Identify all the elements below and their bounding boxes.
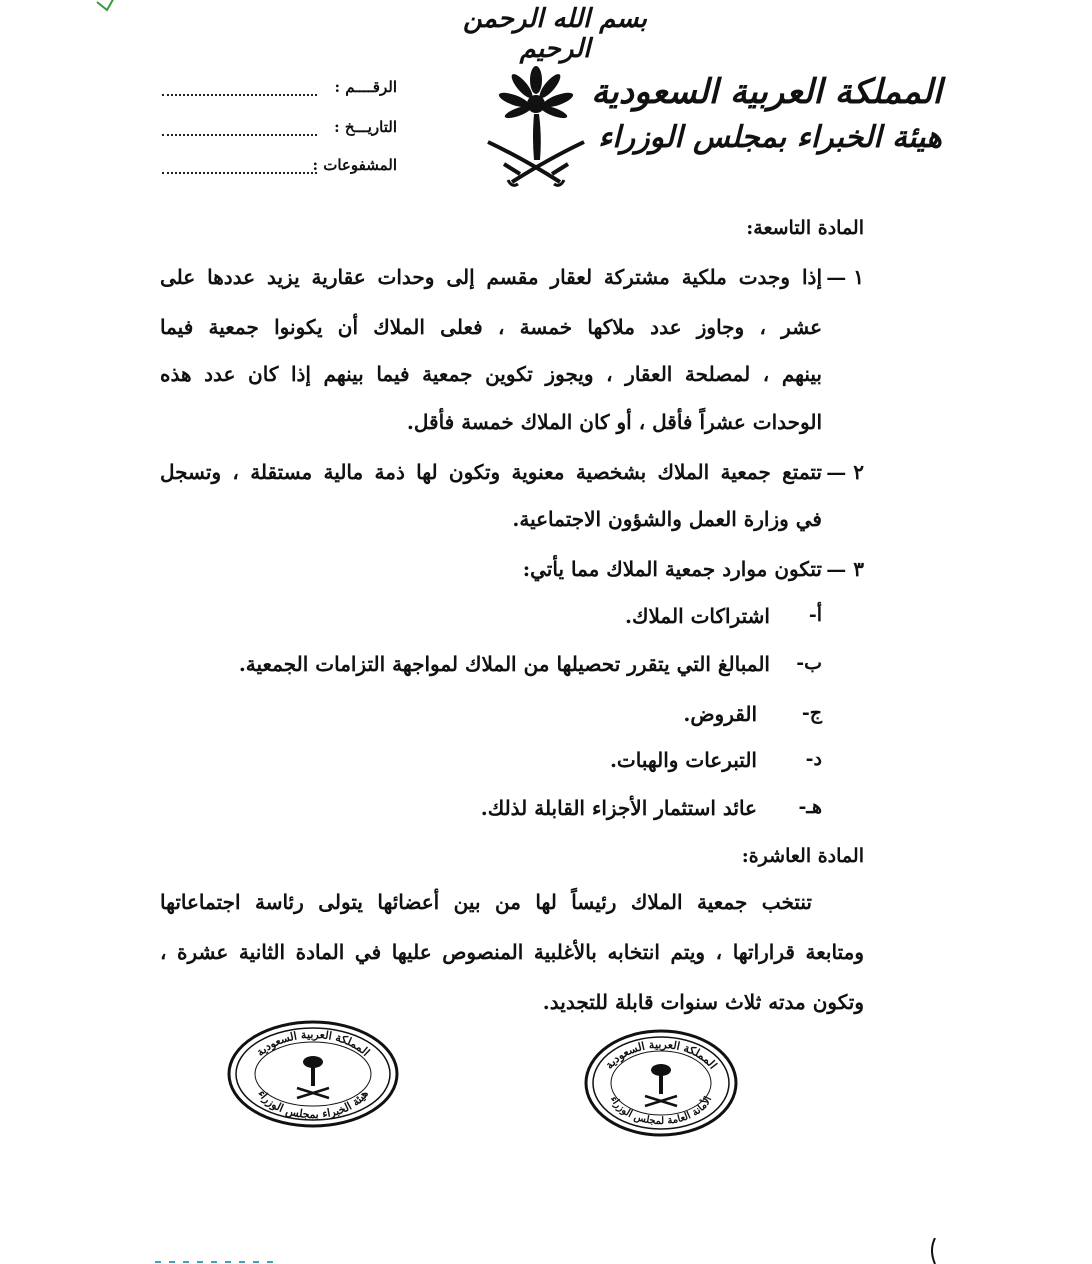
seal-experts-commission bbox=[225, 1018, 401, 1130]
meta-date bbox=[167, 118, 397, 148]
paragraph-line: في وزارة العمل والشؤون الاجتماعية. bbox=[512, 507, 822, 531]
paragraph-number: ٣ — bbox=[826, 557, 864, 581]
seal-right-top-text: المملكة العربية السعودية bbox=[602, 1037, 720, 1072]
paragraph-line: تتمتع جمعية الملاك بشخصية معنوية وتكون لها ذمة مالية مستقلة ، وتسجل bbox=[160, 460, 822, 484]
seal-right-bottom-text: الأمانة العامة لمجلس الوزراء bbox=[607, 1094, 715, 1128]
list-item-letter: د- bbox=[805, 748, 822, 770]
list-item-letter: ب- bbox=[796, 652, 822, 674]
paragraph-line: بينهم ، لمصلحة العقار ، ويجوز تكوين جمعية فيما بينهم إذا كان عدد هذه bbox=[160, 362, 822, 386]
paragraph-line: تنتخب جمعية الملاك رئيساً لها من بين أعضائها يتولى رئاسة اجتماعاتها bbox=[160, 890, 812, 914]
list-item-text: المبالغ التي يتقرر تحصيلها من الملاك لمواجهة التزامات الجمعية. bbox=[238, 652, 770, 676]
meta-number-field bbox=[162, 78, 317, 96]
article-9-title: المادة التاسعة: bbox=[746, 217, 864, 239]
seal-left-top-text: المملكة العربية السعودية bbox=[253, 1027, 373, 1059]
seal-emblem-icon bbox=[297, 1056, 329, 1098]
org-name: المملكة العربية السعودية bbox=[591, 72, 942, 112]
paragraph-line: عشر ، وجاوز عدد ملاكها خمسة ، فعلى الملاك أن يكونوا جمعية فيما bbox=[160, 315, 822, 339]
margin-bracket-mark bbox=[925, 1238, 939, 1264]
paragraph-line: إذا وجدت ملكية مشتركة لعقار مقسم إلى وحدات عقارية يزيد عددها على bbox=[160, 265, 822, 289]
paragraph-line: الوحدات عشراً فأقل ، أو كان الملاك خمسة فأقل. bbox=[406, 410, 822, 434]
list-item-text: عائد استثمار الأجزاء القابلة لذلك. bbox=[480, 796, 757, 820]
org-subname: هيئة الخبراء بمجلس الوزراء bbox=[598, 120, 942, 155]
meta-date-label: التاريـــخ : bbox=[334, 118, 397, 136]
meta-date-field bbox=[162, 118, 317, 136]
seal-council-secretariat bbox=[583, 1028, 739, 1138]
seal-left-bottom-text: هيئة الخبراء بمجلس الوزراء bbox=[255, 1087, 371, 1122]
seal-emblem-icon bbox=[645, 1064, 677, 1106]
list-item-letter: هـ- bbox=[798, 796, 822, 818]
meta-attachments-label: المشفوعات : bbox=[312, 156, 397, 174]
meta-number-label: الرقــــم : bbox=[334, 78, 397, 96]
page-footer-mark bbox=[155, 1256, 275, 1264]
paragraph-number: ٢ — bbox=[826, 460, 864, 484]
basmala: بسم الله الرحمن الرحيم bbox=[463, 4, 647, 64]
saudi-emblem-icon bbox=[482, 62, 590, 190]
paragraph-line: ومتابعة قراراتها ، ويتم انتخابه بالأغلبية المنصوص عليها في المادة الثانية عشرة ، bbox=[160, 940, 864, 964]
svg-text:المملكة العربية السعودية bbox=[254, 1028, 372, 1059]
paragraph-intro: تتكون موارد جمعية الملاك مما يأتي: bbox=[522, 557, 822, 581]
meta-attachments-field bbox=[162, 156, 317, 174]
article-10-title: المادة العاشرة: bbox=[741, 845, 864, 867]
meta-attachments bbox=[167, 156, 397, 186]
list-item-text: اشتراكات الملاك. bbox=[625, 604, 770, 628]
corner-mark bbox=[95, 0, 117, 14]
paragraph-number: ١ — bbox=[826, 265, 864, 289]
meta-number bbox=[167, 78, 397, 108]
list-item-letter: ج- bbox=[801, 702, 822, 724]
list-item-text: التبرعات والهبات. bbox=[609, 748, 757, 772]
list-item-text: القروض. bbox=[683, 702, 757, 726]
paragraph-line: وتكون مدته ثلاث سنوات قابلة للتجديد. bbox=[542, 990, 864, 1014]
list-item-letter: أ- bbox=[808, 604, 822, 626]
